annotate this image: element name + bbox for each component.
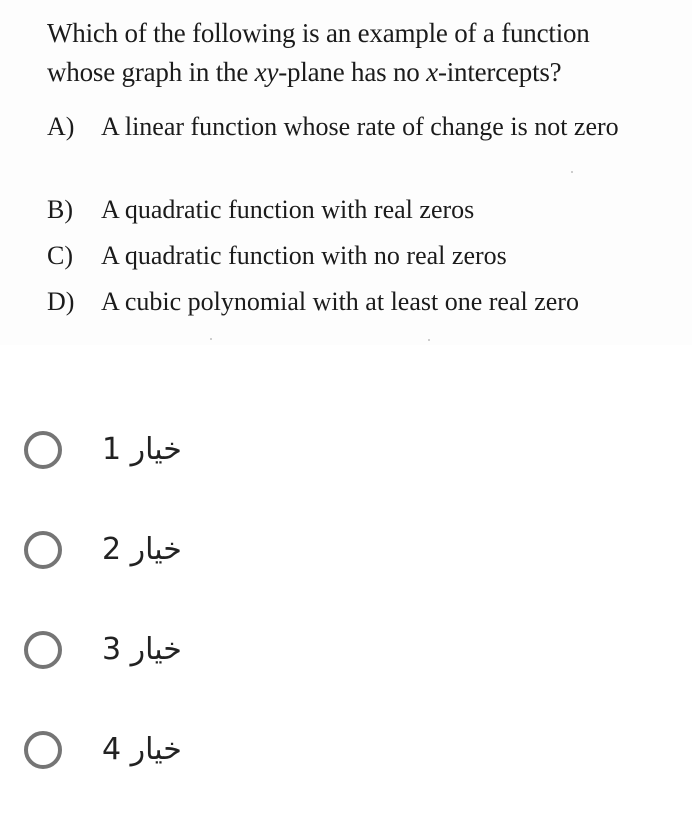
option-letter: C) bbox=[47, 241, 73, 270]
question-line-1: Which of the following is an example of a function bbox=[47, 18, 590, 48]
question-line-2-pre: whose graph in the bbox=[47, 57, 255, 87]
option-text: A quadratic function with real zeros bbox=[101, 195, 475, 224]
option-letter: B) bbox=[47, 195, 73, 224]
scan-speck bbox=[571, 171, 573, 173]
option-text: A linear function whose rate of change is not zero bbox=[101, 112, 619, 141]
question-var-xy: xy bbox=[254, 57, 279, 87]
radio-choice-4[interactable] bbox=[0, 710, 300, 800]
question-image bbox=[0, 0, 692, 345]
scan-speck bbox=[210, 338, 212, 340]
radio-button-icon[interactable] bbox=[24, 731, 62, 769]
radio-choice-label: خيار 4 bbox=[102, 732, 182, 767]
question-line-2-post: -intercepts? bbox=[437, 57, 562, 87]
question-var-x: x bbox=[426, 57, 438, 87]
radio-button-icon[interactable] bbox=[24, 531, 62, 569]
option-text: A quadratic function with no real zeros bbox=[101, 241, 507, 270]
radio-button-icon[interactable] bbox=[24, 631, 62, 669]
radio-choice-1[interactable] bbox=[0, 410, 300, 500]
option-text: A cubic polynomial with at least one real zero bbox=[101, 287, 579, 316]
option-letter: A) bbox=[47, 112, 75, 141]
radio-choice-label: خيار 3 bbox=[102, 632, 182, 667]
radio-button-icon[interactable] bbox=[24, 431, 62, 469]
radio-choice-3[interactable] bbox=[0, 610, 300, 700]
option-letter: D) bbox=[47, 287, 75, 316]
radio-choice-label: خيار 2 bbox=[102, 532, 182, 567]
question-line-2-mid: -plane has no bbox=[278, 57, 427, 87]
radio-choice-label: خيار 1 bbox=[102, 432, 182, 467]
radio-choice-2[interactable] bbox=[0, 510, 300, 600]
question-text bbox=[47, 14, 687, 92]
scan-speck bbox=[428, 339, 430, 341]
